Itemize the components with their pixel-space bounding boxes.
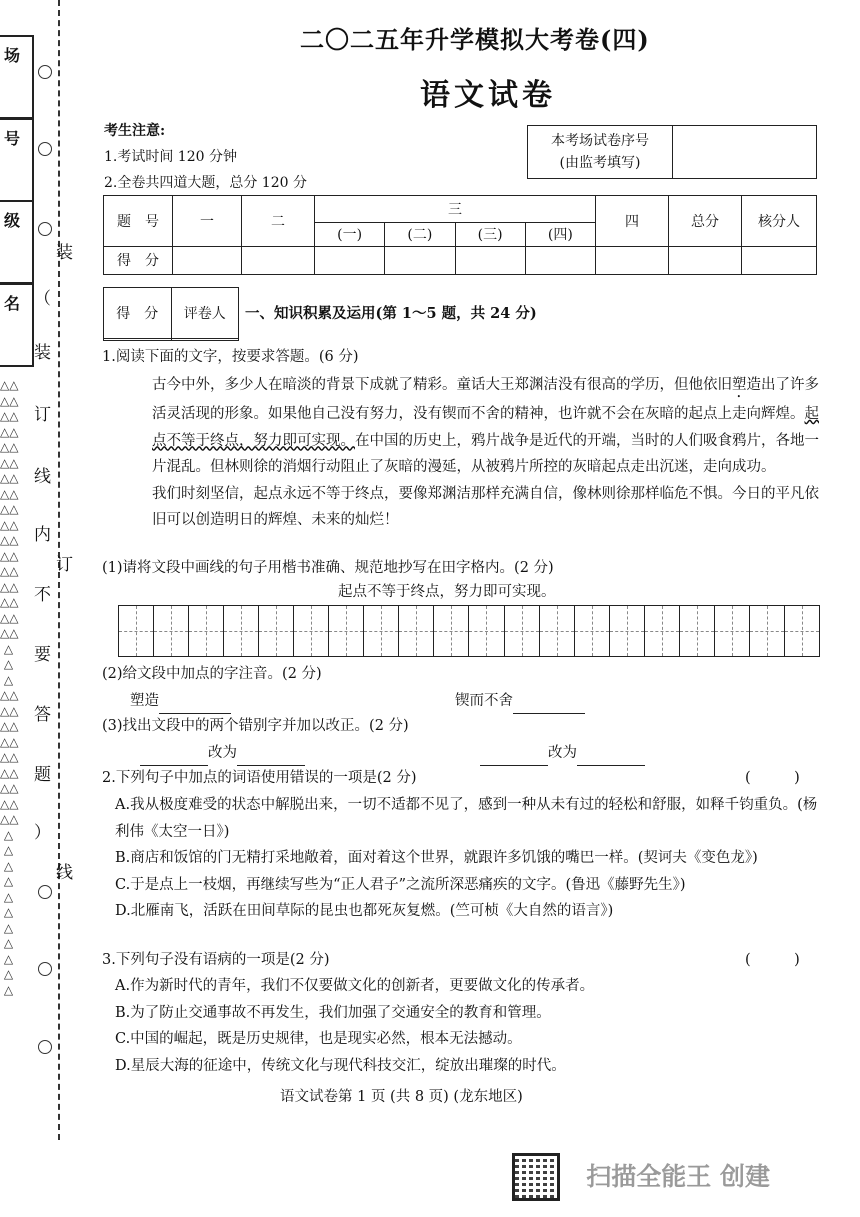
binding-hole bbox=[38, 222, 52, 236]
page-footer: 语文试卷第 1 页 (共 8 页) (龙东地区) bbox=[280, 1089, 523, 1105]
answer-blank[interactable] bbox=[140, 741, 208, 766]
binding-text: ） bbox=[34, 823, 51, 843]
binding-hole bbox=[38, 962, 52, 976]
answer-blank[interactable] bbox=[577, 741, 645, 766]
class-box: 级 bbox=[0, 200, 34, 284]
binding-text: 订 bbox=[56, 555, 73, 575]
exam-title: 二〇二五年升学模拟大考卷(四) bbox=[300, 25, 650, 54]
section-title: 一、知识积累及运用(第 1～5 题，共 24 分) bbox=[245, 305, 537, 322]
binding-hole bbox=[38, 65, 52, 79]
option-c: C.中国的崛起，既是历史规律，也是现实必然，根本无法撼动。 bbox=[115, 1031, 522, 1047]
seat-number-field[interactable] bbox=[673, 126, 817, 179]
binding-text: 订 bbox=[34, 405, 51, 425]
option-c: C.于是点上一枝烟，再继续写些为“正人君子”之流所深恶痛疾的文字。(鲁迅《藤野先生》) bbox=[115, 876, 686, 893]
correction-row: 改为 bbox=[140, 741, 305, 766]
binding-text: 要 bbox=[34, 645, 51, 665]
binding-text: 答 bbox=[34, 705, 51, 725]
score-table-subheader: (三) bbox=[455, 223, 525, 246]
exam-number-box: 号 bbox=[0, 118, 34, 202]
section-score-label: 得 分 bbox=[104, 288, 172, 339]
binding-text: 不 bbox=[34, 585, 51, 605]
name-box: 名 bbox=[0, 283, 34, 367]
notice-item: 2.全卷共四道大题，总分 120 分 bbox=[104, 175, 307, 191]
notice-heading: 考生注意: bbox=[104, 123, 166, 139]
score-cell[interactable] bbox=[455, 246, 525, 274]
score-cell[interactable] bbox=[385, 246, 455, 274]
q2-stem: 2.下列句子中加点的词语使用错误的一项是(2 分) bbox=[102, 770, 417, 786]
q3-options bbox=[115, 973, 820, 1079]
score-table-subheader: (一) bbox=[315, 223, 385, 246]
option-a: A.作为新时代的青年，我们不仅要做文化的创新者，更要做文化的传承者。 bbox=[115, 978, 595, 994]
score-table-header: 三 bbox=[315, 196, 596, 223]
answer-blank[interactable] bbox=[513, 689, 585, 714]
binding-hole bbox=[38, 885, 52, 899]
tianzige-grid[interactable] bbox=[118, 605, 820, 657]
answer-blank[interactable] bbox=[480, 741, 548, 766]
q2-options bbox=[115, 792, 820, 925]
option-d: D.北雁南飞，活跃在田间草际的昆虫也都死灰复燃。(竺可桢《大自然的语言》) bbox=[115, 903, 614, 919]
option-b: B.为了防止交通事故不再发生，我们加强了交通安全的教育和管理。 bbox=[115, 1004, 551, 1021]
q3-stem: 3.下列句子没有语病的一项是(2 分) bbox=[102, 952, 330, 968]
score-table-header: 题 号 bbox=[104, 196, 173, 247]
section-score-cell[interactable] bbox=[104, 338, 172, 340]
answer-blank[interactable] bbox=[237, 741, 305, 766]
section-grader-cell[interactable] bbox=[171, 338, 239, 340]
score-table-header: 总分 bbox=[669, 196, 742, 247]
section-score-box bbox=[103, 287, 239, 341]
binding-text: 线 bbox=[56, 863, 73, 883]
q1-stem: 1.阅读下面的文字，按要求答题。(6 分) bbox=[102, 349, 359, 365]
copy-sentence: 起点不等于终点，努力即可实现。 bbox=[338, 584, 556, 600]
option-a: A.我从极度难受的状态中解脱出来，一切不适都不见了，感到一种从未有过的轻松和舒服，如释千钧重负。(杨利伟《太空一日》) bbox=[115, 797, 818, 840]
notice-item: 1.考试时间 120 分钟 bbox=[104, 149, 237, 165]
seat-number-box bbox=[527, 125, 817, 179]
q1-passage: 古今中外，多少人在暗淡的背景下成就了精彩。童话大王郑渊洁没有很高的学历，但他依旧塑造出了许多活灵活现的形象。如果他自己没有努力，没有锲而不舍的精神，也许就不会在灰暗的起点上走向辉煌。起点不等于终点，努力即可实现。在中国的历史上，鸦片战争是近代的开端，当时的人们吸食鸦片，各地一片混乱。但林则徐的消烟行动阻止了灰暗的漫延，从被鸦片所控的灰暗起点走出沉迷，走向成功。 我们时刻坚信，起点永远不等于终点，要像郑渊洁那样充满自信，像林则徐那样临危不惧。今日的平凡依旧可以创造明日的辉煌、未来的灿烂！ bbox=[152, 377, 819, 528]
binding-hole bbox=[38, 142, 52, 156]
score-cell[interactable] bbox=[742, 246, 817, 274]
score-table-header: 四 bbox=[596, 196, 669, 247]
triangle-border-pattern: △△ △△ △△ △△ △△ △△ △△ △△ △△ △△ △△ △△ △△ △△ △△ △△ △△ △ △ △ △△ △△ △△ △△ △△ △△ △△ △△ △△ △ △ △ △ △ △ △ △ △ △ △ bbox=[0, 378, 19, 997]
binding-text: 题 bbox=[34, 765, 51, 785]
score-cell[interactable] bbox=[525, 246, 595, 274]
scanner-watermark: 扫描全能王 创建 bbox=[586, 1162, 770, 1191]
score-table-header: 一 bbox=[173, 196, 242, 247]
subject-title: 语文试卷 bbox=[420, 78, 556, 113]
score-cell[interactable] bbox=[596, 246, 669, 274]
answer-blank[interactable] bbox=[159, 689, 231, 714]
binding-text: 线 bbox=[34, 467, 51, 487]
q1-sub1: (1)请将文段中画线的句子用楷书准确、规范地抄写在田字格内。(2 分) bbox=[102, 560, 554, 576]
score-cell[interactable] bbox=[315, 246, 385, 274]
q1-sub2: (2)给文段中加点的字注音。(2 分) bbox=[102, 666, 322, 682]
score-table-subheader: (二) bbox=[385, 223, 455, 246]
binding-text: 装 bbox=[34, 343, 51, 363]
score-row-label: 得 分 bbox=[104, 246, 173, 274]
score-table bbox=[103, 195, 817, 275]
binding-hole bbox=[38, 1040, 52, 1054]
section-grader-label: 评卷人 bbox=[171, 288, 239, 339]
score-table-header: 核分人 bbox=[742, 196, 817, 247]
q1-sub3: (3)找出文段中的两个错别字并加以改正。(2 分) bbox=[102, 718, 409, 734]
binding-text: 内 bbox=[34, 525, 51, 545]
pinyin-item: 锲而不舍 bbox=[455, 689, 585, 714]
qr-code-icon bbox=[512, 1153, 560, 1201]
binding-text: 装 bbox=[56, 243, 73, 263]
answer-paren[interactable]: ( ) bbox=[745, 952, 800, 968]
correction-row: 改为 bbox=[480, 741, 645, 766]
option-d: D.星辰大海的征途中，传统文化与现代科技交汇，绽放出璀璨的时代。 bbox=[115, 1057, 566, 1074]
seat-number-label: 本考场试卷序号 (由监考填写) bbox=[528, 126, 673, 179]
option-b: B.商店和饭馆的门无精打采地敞着，面对着这个世界，就跟许多饥饿的嘴巴一样。(契诃夫《变色龙》) bbox=[115, 850, 758, 866]
score-cell[interactable] bbox=[242, 246, 315, 274]
pinyin-item: 塑造 bbox=[130, 689, 231, 714]
answer-paren[interactable]: ( ) bbox=[745, 770, 800, 786]
score-cell[interactable] bbox=[669, 246, 742, 274]
exam-room-box: 场 bbox=[0, 35, 34, 119]
binding-text: （ bbox=[34, 289, 51, 309]
score-table-header: 二 bbox=[242, 196, 315, 247]
score-table-subheader: (四) bbox=[525, 223, 595, 246]
score-cell[interactable] bbox=[173, 246, 242, 274]
